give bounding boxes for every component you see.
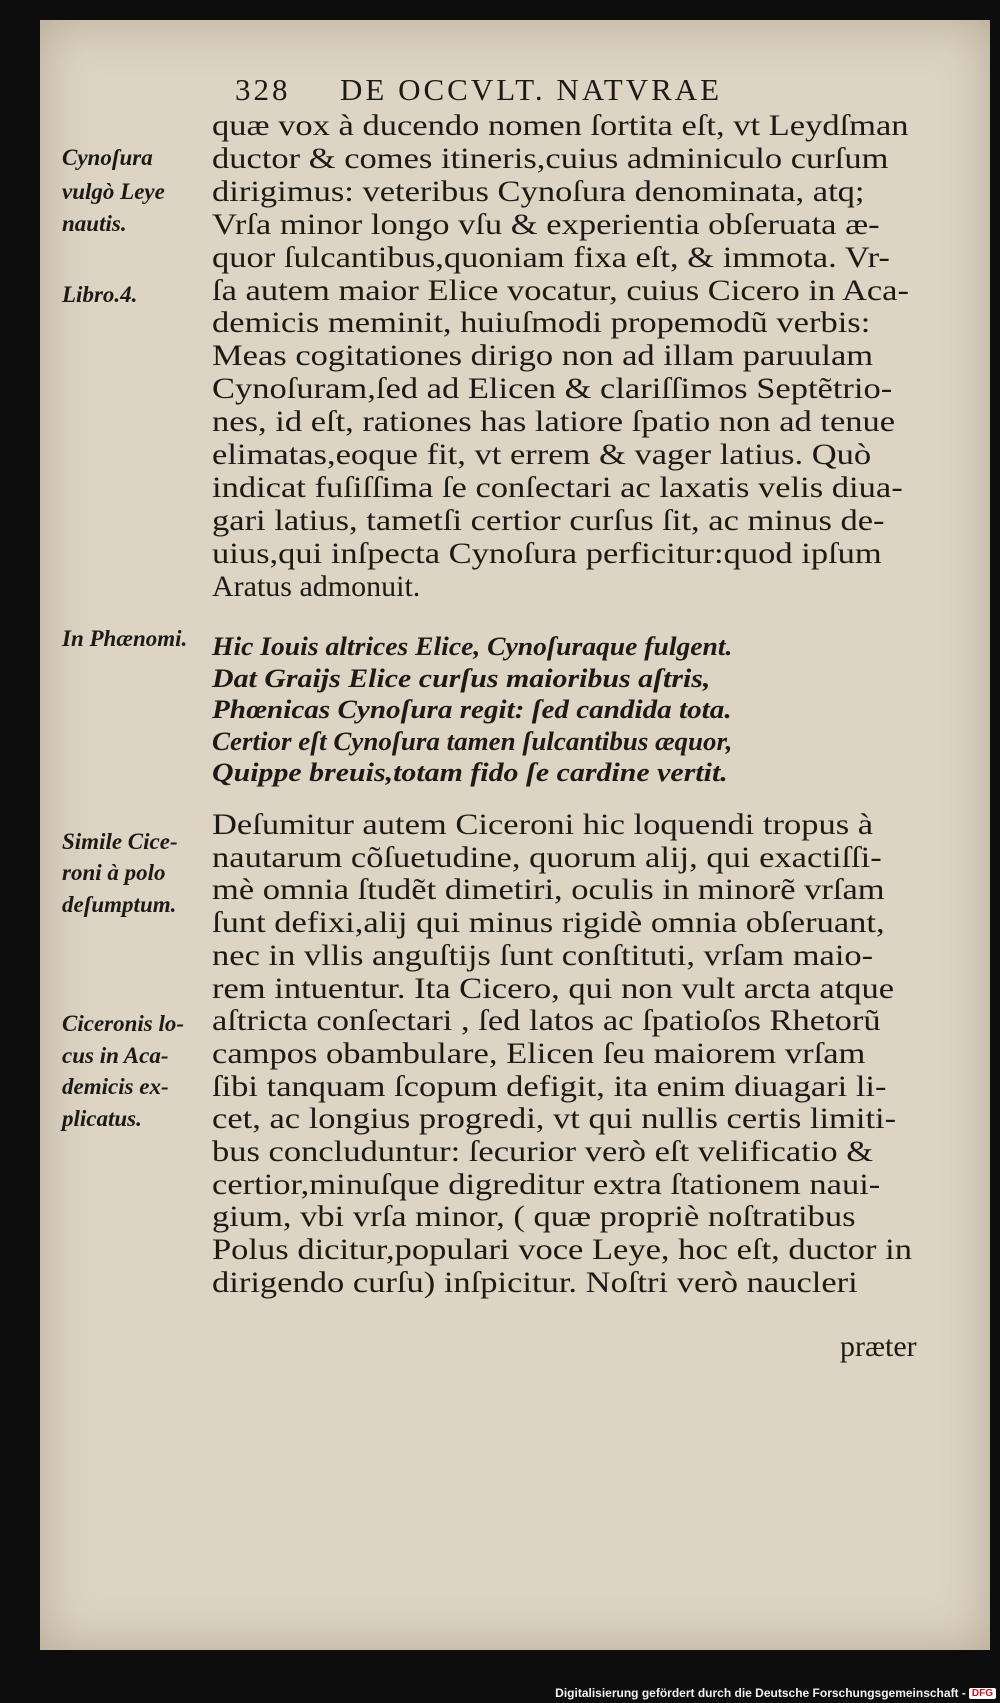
poem-line: Hic Iouis altrices Elice, Cynoſuraque fulgent. xyxy=(212,632,733,661)
text-line: nautarum cõſuetudine, quorum alij, qui exactiſſi- xyxy=(212,840,882,874)
poem-line: Quippe breuis,totam fido ſe cardine vertit. xyxy=(212,758,728,787)
marginal-note: Simile Cice- xyxy=(62,829,178,854)
text-line: quæ vox à ducendo nomen ſortita eſt, vt Leydſman xyxy=(212,109,909,142)
text-line: dirigimus: veteribus Cynoſura denominata, atq; xyxy=(212,174,865,208)
text-line: bus concluduntur: ſecurior verò eſt velificatio & xyxy=(212,1135,874,1168)
marginal-note: Cynoſura xyxy=(62,145,153,170)
marginal-note: deſumptum. xyxy=(62,892,177,917)
text-line: elimatas,eoque fit, vt errem & vager latius. Quò xyxy=(212,438,872,471)
text-line: quor ſulcantibus,quoniam fixa eſt, & immota. Vr- xyxy=(212,240,890,274)
text-line: mè omnia ſtudẽt dimetiri, oculis in minorẽ vrſam xyxy=(212,873,885,907)
marginal-note: roni à polo xyxy=(62,860,166,885)
running-title: DE OCCVLT. NATVRAE xyxy=(340,72,723,107)
text-line: nec in vllis anguſtijs ſunt conſtituti, vrſam maio- xyxy=(212,938,874,972)
text-line: Deſumitur autem Ciceroni hic loquendi tropus à xyxy=(212,808,874,841)
marginal-note: nautis. xyxy=(62,211,127,236)
text-line: gium, vbi vrſa minor, ( quæ propriè noſtratibus xyxy=(212,1200,856,1234)
text-line: campos obambulare, Elicen ſeu maiorem vrſam xyxy=(212,1036,866,1070)
marginal-note: cus in Aca- xyxy=(62,1043,169,1068)
text-line: Polus dicitur,populari voce Leye, hoc eſt, ductor in xyxy=(212,1233,912,1267)
text-line: gari latius, tametſi certior curſus ſit, ac minus de- xyxy=(212,503,885,537)
page-number: 328 xyxy=(235,72,291,107)
text-line: ſa autem maior Elice vocatur, cuius Cicero in Aca- xyxy=(212,273,909,307)
book-page xyxy=(40,20,990,1650)
text-line: certior,minuſque digreditur extra ſtationem naui- xyxy=(212,1167,881,1201)
text-line: ſibi tanquam ſcopum defigit, ita enim diuagari li- xyxy=(212,1069,887,1103)
marginal-note: Libro.4. xyxy=(62,282,138,307)
text-line: dirigendo curſu) inſpicitur. Noſtri verò naucleri xyxy=(212,1265,858,1299)
marginal-note: plicatus. xyxy=(62,1106,142,1131)
marginal-note: vulgò Leye xyxy=(62,179,165,204)
marginal-note: In Phænomi. xyxy=(62,626,188,651)
marginal-note: demicis ex- xyxy=(62,1074,169,1099)
text-line: ductor & comes itineris,cuius adminiculo curſum xyxy=(212,141,889,175)
text-line: aſtricta conſectari , ſed latos ac ſpatioſos Rhetorũ xyxy=(212,1004,881,1038)
text-line: demicis meminit, huiuſmodi propemodũ verbis: xyxy=(212,306,871,340)
text-line: cet, ac longius progredi, vt qui nullis certis limiti- xyxy=(212,1102,897,1136)
text-line: Meas cogitationes dirigo non ad illam paruulam xyxy=(212,339,874,373)
poem-line: Certior eſt Cynoſura tamen ſulcantibus æquor, xyxy=(212,726,733,756)
poem-line: Dat Graijs Elice curſus maioribus aſtris, xyxy=(212,663,711,693)
text-line: rem intuentur. Ita Cicero, qui non vult arcta atque xyxy=(212,971,895,1005)
text-line: ſunt defixi,alij qui minus rigidè omnia obſeruant, xyxy=(212,906,885,940)
marginal-note: Ciceronis lo- xyxy=(62,1011,185,1036)
poem-line: Phœnicas Cynoſura regit: ſed candida tota. xyxy=(212,695,732,724)
text-line: Cynoſuram,ſed ad Elicen & clariſſimos Septẽtrio- xyxy=(212,372,893,406)
text-line: Aratus admonuit. xyxy=(212,569,421,603)
text-line: uius,qui inſpecta Cynoſura perficitur:quod ipſum xyxy=(212,536,882,570)
text-line: indicat fuſiſſima ſe conſectari ac laxatis velis diua- xyxy=(212,470,903,504)
text-line: nes, id eſt, rationes has latiore ſpatio non ad tenue xyxy=(212,405,896,439)
text-line: Vrſa minor longo vſu & experientia obſeruata æ- xyxy=(212,207,880,241)
credit-text: Digitalisierung gefördert durch die Deutsche Forschungsgemeinschaft - xyxy=(555,1686,966,1700)
digitization-credit xyxy=(555,1686,996,1700)
catchword: præter xyxy=(840,1330,917,1363)
dfg-logo: DFG xyxy=(969,1688,996,1699)
